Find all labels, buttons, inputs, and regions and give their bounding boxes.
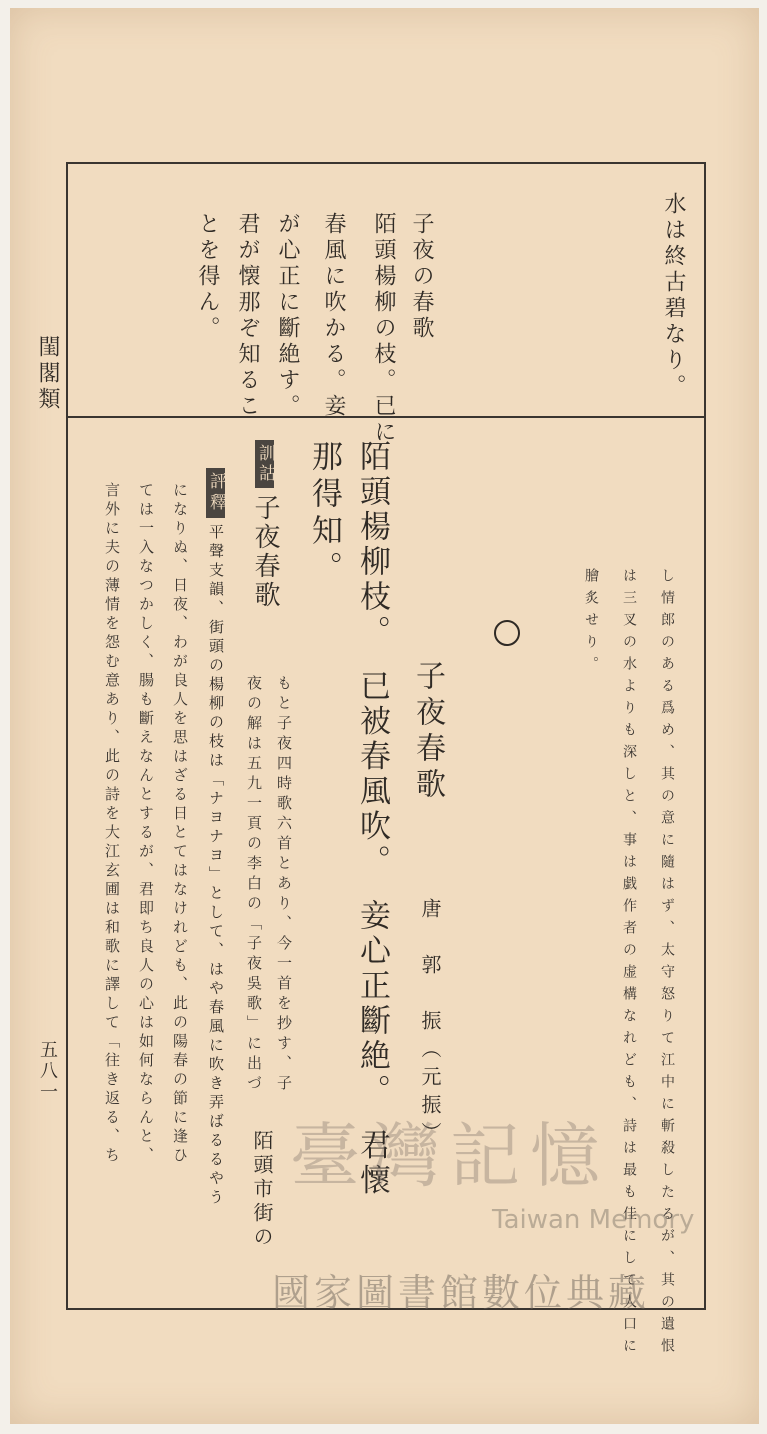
prev-note-line-2: は三叉の水よりも深しと、事は戯作者の虚構なれども、詩は最も佳にして人口に (621, 568, 637, 1360)
watermark-library: 國家圖書館數位典藏 (272, 1271, 651, 1315)
hyoshaku-line-4: 言外に夫の薄情を怨む意あり、此の詩を大江玄圃は和歌に譯して「往き返る、ち (103, 482, 121, 1166)
poem-line-2: 那得知。 (306, 440, 342, 588)
kunko-label: 訓詁 (255, 440, 274, 488)
section-marker-circle (494, 620, 520, 646)
top-col-3: 陌頭楊柳の枝。已に (371, 212, 396, 446)
hyoshaku-label: 評釋 (206, 468, 225, 518)
top-col-2: 子夜の春歌 (409, 212, 434, 342)
kunko-line-b: 夜の解は五九一頁の李白の「子夜吳歌」に出づ (245, 675, 263, 1095)
running-head: 閨閣類 (35, 335, 60, 413)
top-col-5: が心正に斷絶す。 (275, 212, 300, 420)
kunko-line-c: 陌頭市街の (250, 1130, 274, 1250)
top-col-6: 君が懐那ぞ知るこ (235, 212, 260, 420)
watermark-logo-text: 臺灣記憶 (290, 1115, 610, 1197)
top-col-4: 春風に吹かる。妾 (321, 212, 346, 420)
kunko-line-a: もと子夜四時歌六首とあり、今一首を抄す、子 (275, 675, 293, 1095)
top-col-1: 水は終古碧なり。 (661, 192, 686, 400)
kunko-heading (252, 440, 278, 610)
poem-author: 唐 郭 振（元振） (418, 898, 442, 1150)
page-number: 五八一 (37, 1040, 58, 1103)
top-col-7: とを得ん。 (195, 212, 220, 342)
hyoshaku-line-1: 評釋平聲支韻、街頭の楊柳の枝は「ナヨナヨ」として、はや春風に吹き弄ばるるやう (206, 468, 225, 1208)
prev-note-line-3: 膾炙せり。 (583, 568, 599, 678)
prev-note-line-1: し情郎のある爲め、其の意に隨はず、太守怒りて江中に斬殺したるが、其の遺恨 (659, 568, 675, 1360)
poem-line-1: 陌頭楊柳枝。 已被春風吹。 妾心正斷絶。 君懷 (354, 440, 390, 1199)
hyoshaku-line-2: になりぬ、日夜、わが良人を思はざる日とてはなけれども、此の陽春の節に逢ひ (171, 482, 189, 1166)
poem-title: 子夜春歌 (410, 660, 445, 804)
watermark-english: Taiwan Memory (492, 1205, 695, 1235)
hyoshaku-line-3: ては一入なつかしく、腸も斷えなんとするが、君即ち良人の心は如何ならんと、 (137, 482, 155, 1166)
kunko-head: 子夜春歌 (250, 494, 280, 610)
